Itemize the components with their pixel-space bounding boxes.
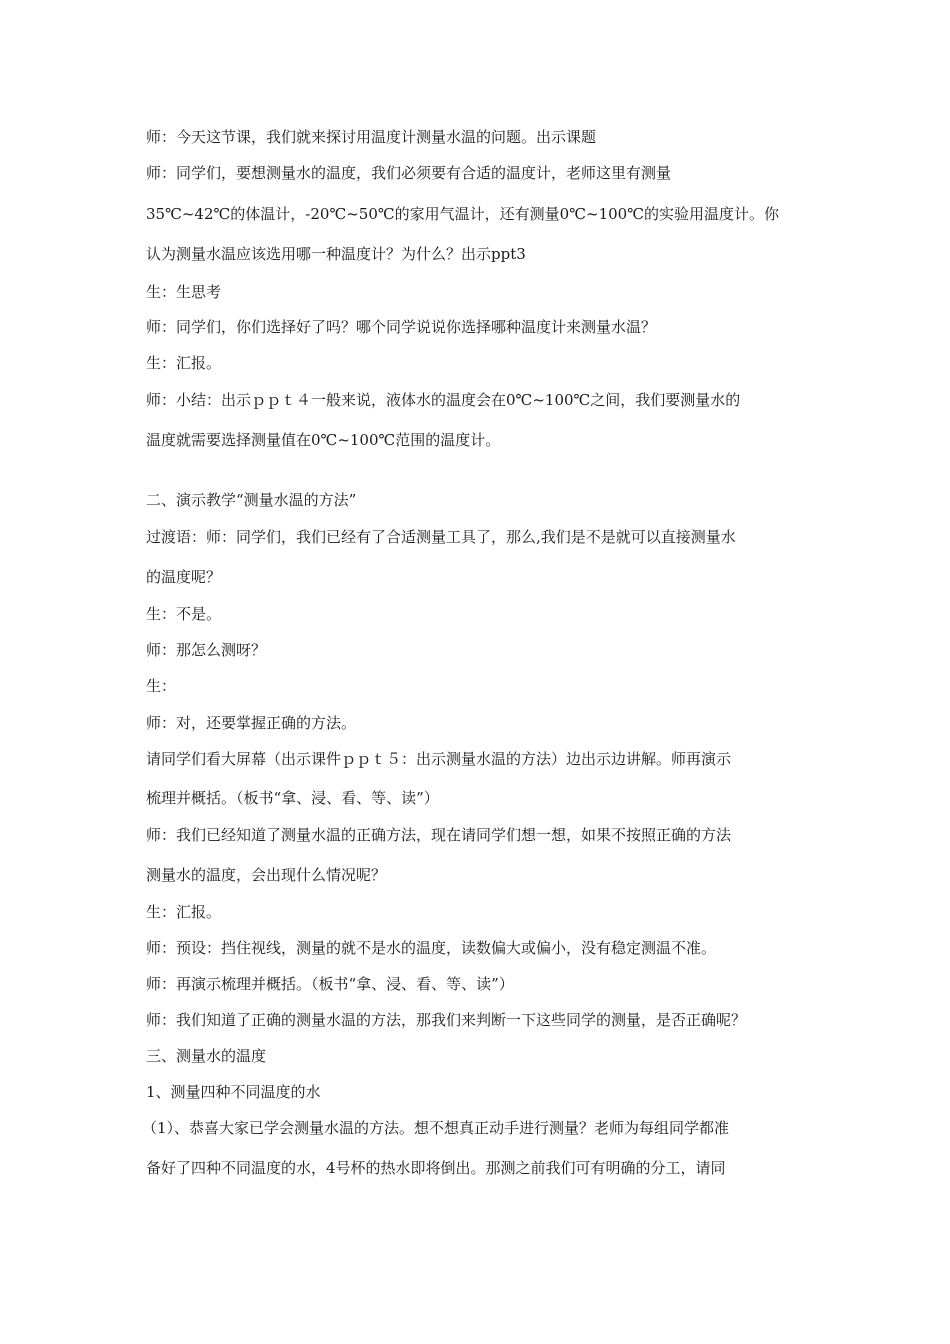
text-line: 师：今天这节课，我们就来探讨用温度计测量水温的问题。出示课题 xyxy=(146,128,597,146)
text-line: 生：汇报。 xyxy=(146,354,222,372)
text-line: 认为测量水温应该选用哪一种温度计？为什么？出示ppt3 xyxy=(146,245,526,263)
text-line: 师：预设：挡住视线，测量的就不是水的温度，读数偏大或偏小，没有稳定测温不准。 xyxy=(146,939,717,957)
text-line: 师：那怎么测呀？ xyxy=(146,641,267,659)
section-heading: 二、演示教学“测量水温的方法” xyxy=(146,491,357,509)
text-line: 温度就需要选择测量值在0℃~100℃范围的温度计。 xyxy=(146,431,501,449)
text-line: 生：汇报。 xyxy=(146,903,222,921)
text-line: 生：生思考 xyxy=(146,283,222,301)
text-line: 师：同学们，要想测量水的温度，我们必须要有合适的温度计，老师这里有测量 xyxy=(146,164,672,182)
text-line: 师：同学们，你们选择好了吗？哪个同学说说你选择哪种温度计来测量水温？ xyxy=(146,318,657,336)
subsection-heading: 1、测量四种不同温度的水 xyxy=(146,1083,321,1101)
section-heading: 三、测量水的温度 xyxy=(146,1047,267,1065)
text-line: 的温度呢？ xyxy=(146,568,222,586)
text-line: 备好了四种不同温度的水，4号杯的热水即将倒出。那测之前我们可有明确的分工，请同 xyxy=(146,1159,726,1177)
text-line: 师：我们已经知道了测量水温的正确方法，现在请同学们想一想，如果不按照正确的方法 xyxy=(146,826,732,844)
text-line: 35℃~42℃的体温计，-20℃~50℃的家用气温计，还有测量0℃~100℃的实验用温度计。你 xyxy=(146,205,779,223)
text-line: （1）、恭喜大家已学会测量水温的方法。想不想真正动手进行测量？老师为每组同学都准 xyxy=(142,1119,730,1137)
text-line: 师：对，还要掌握正确的方法。 xyxy=(146,714,357,732)
text-line: 师：小结：出示ｐｐｔ４一般来说，液体水的温度会在0℃~100℃之间，我们要测量水的 xyxy=(146,391,741,409)
text-line: 师：再演示梳理并概括。（板书“拿、浸、看、等、读”） xyxy=(146,975,514,993)
text-line: 测量水的温度，会出现什么情况呢？ xyxy=(146,866,387,884)
text-line: 梳理并概括。（板书“拿、浸、看、等、读”） xyxy=(146,789,439,807)
text-line: 师：我们知道了正确的测量水温的方法，那我们来判断一下这些同学的测量，是否正确呢？ xyxy=(146,1011,747,1029)
text-line: 生： xyxy=(146,677,177,695)
text-line: 过渡语：师：同学们，我们已经有了合适测量工具了，那么,我们是不是就可以直接测量水 xyxy=(146,528,736,546)
text-line: 生：不是。 xyxy=(146,605,222,623)
text-line: 请同学们看大屏幕（出示课件ｐｐｔ５：出示测量水温的方法）边出示边讲解。师再演示 xyxy=(146,750,732,768)
